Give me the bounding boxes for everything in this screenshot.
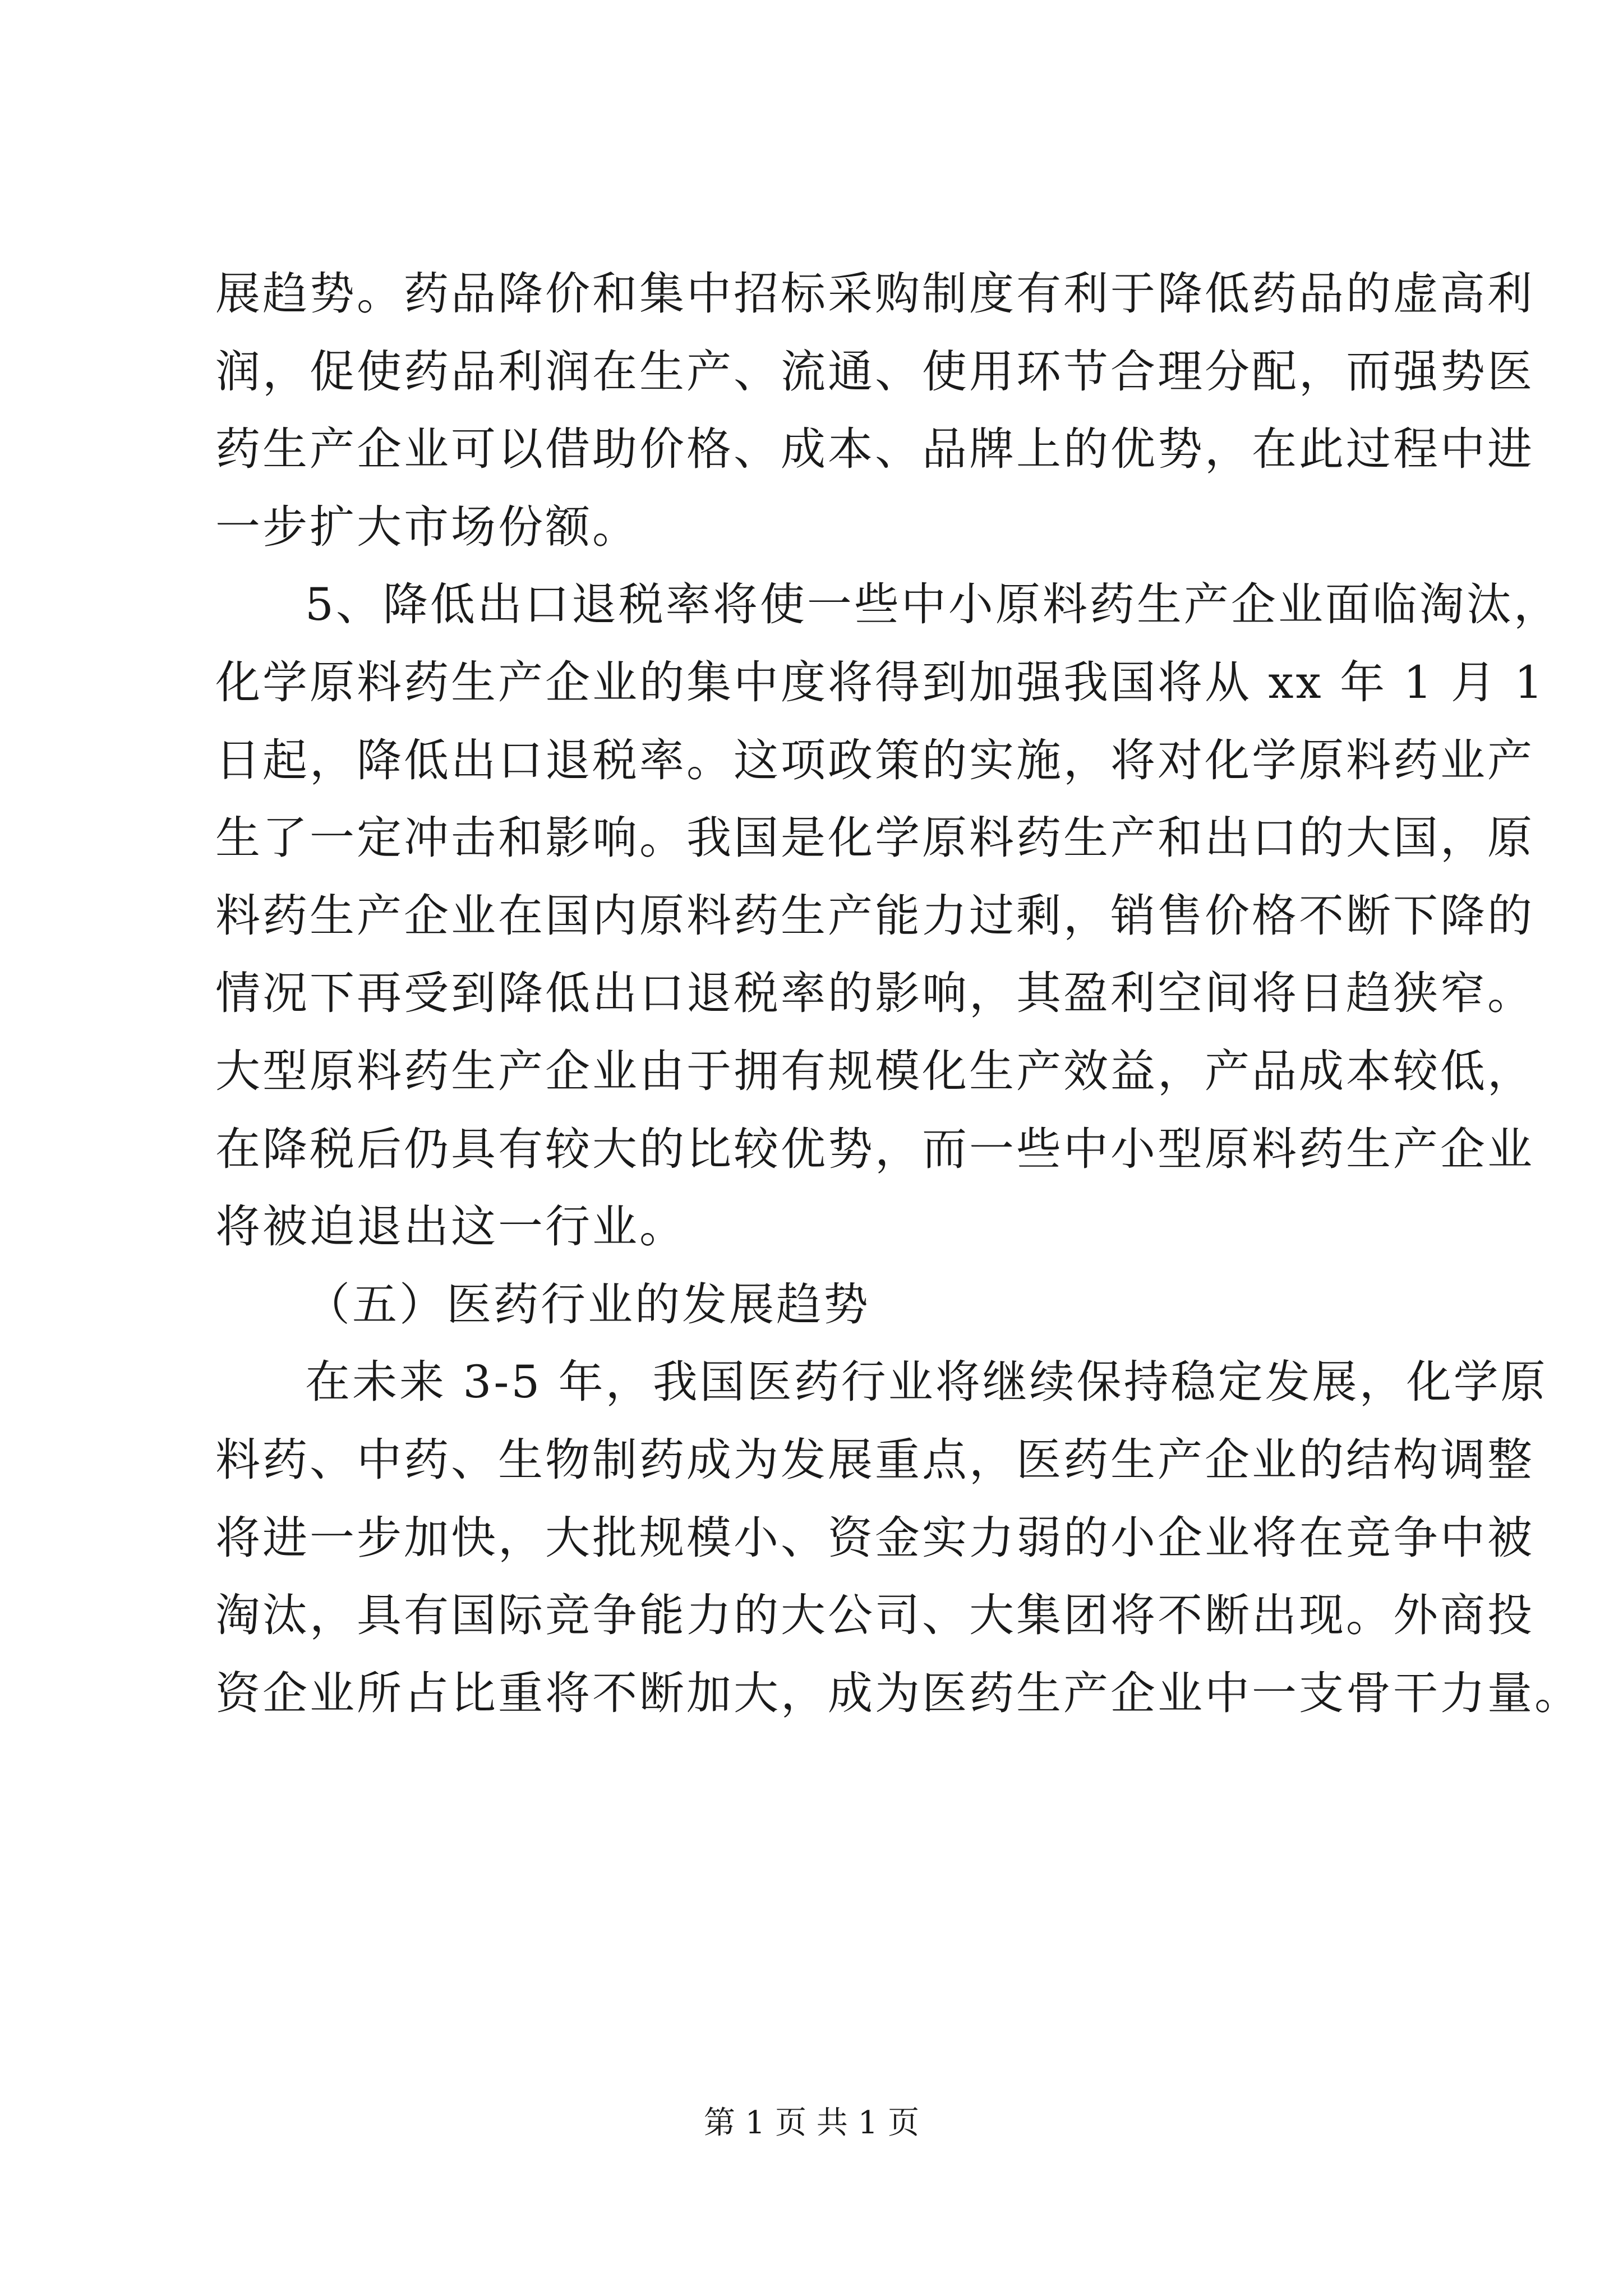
text-line: 将被迫退出这一行业。	[215, 1200, 686, 1253]
text-line: 展趋势。药品降价和集中招标采购制度有利于降低药品的虚高利	[215, 268, 1534, 320]
document-body	[215, 255, 1581, 1732]
text-line: 药生产企业可以借助价格、成本、品牌上的优势，在此过程中进	[215, 423, 1534, 476]
text-line: 化学原料药生产企业的集中度将得到加强我国将从 xx 年 1 月 1	[215, 656, 1546, 708]
text-line: 在未来 3-5 年，我国医药行业将继续保持稳定发展，化学原	[305, 1356, 1548, 1409]
text-line: 生了一定冲击和影响。我国是化学原料药生产和出口的大国，原	[215, 812, 1534, 864]
paragraph-export-tax-rebate	[215, 566, 1561, 1266]
paragraph-market-share	[215, 255, 1534, 566]
text-line: 料药生产企业在国内原料药生产能力过剩，销售价格不断下降的	[215, 889, 1534, 942]
text-line: 资企业所占比重将不断加大，成为医药生产企业中一支骨干力量。	[215, 1667, 1581, 1719]
text-line: 日起，降低出口退税率。这项政策的实施，将对化学原料药业产	[215, 734, 1534, 786]
text-line: 将进一步加快，大批规模小、资金实力弱的小企业将在竞争中被	[215, 1511, 1534, 1564]
text-line: 一步扩大市场份额。	[215, 500, 639, 553]
text-line: 5、降低出口退税率将使一些中小原料药生产企业面临淘汰，	[305, 578, 1561, 631]
section-heading-trends	[215, 1266, 1415, 1344]
page-footer	[0, 2098, 1623, 2143]
text-line: 料药、中药、生物制药成为发展重点，医药生产企业的结构调整	[215, 1433, 1534, 1486]
paragraph-future-outlook	[215, 1343, 1581, 1732]
text-line: 润，促使药品利润在生产、流通、使用环节合理分配，而强势医	[215, 345, 1534, 398]
text-line: 淘汰，具有国际竞争能力的大公司、大集团将不断出现。外商投	[215, 1589, 1534, 1642]
section-heading-text: （五）医药行业的发展趋势	[305, 1278, 870, 1331]
text-line: 在降税后仍具有较大的比较优势，而一些中小型原料药生产企业	[215, 1122, 1534, 1175]
page-number-label: 第 1 页 共 1 页	[703, 2105, 920, 2141]
text-line: 情况下再受到降低出口退税率的影响，其盈利空间将日趋狭窄。	[215, 967, 1534, 1020]
text-line: 大型原料药生产企业由于拥有规模化生产效益，产品成本较低，	[215, 1045, 1534, 1097]
